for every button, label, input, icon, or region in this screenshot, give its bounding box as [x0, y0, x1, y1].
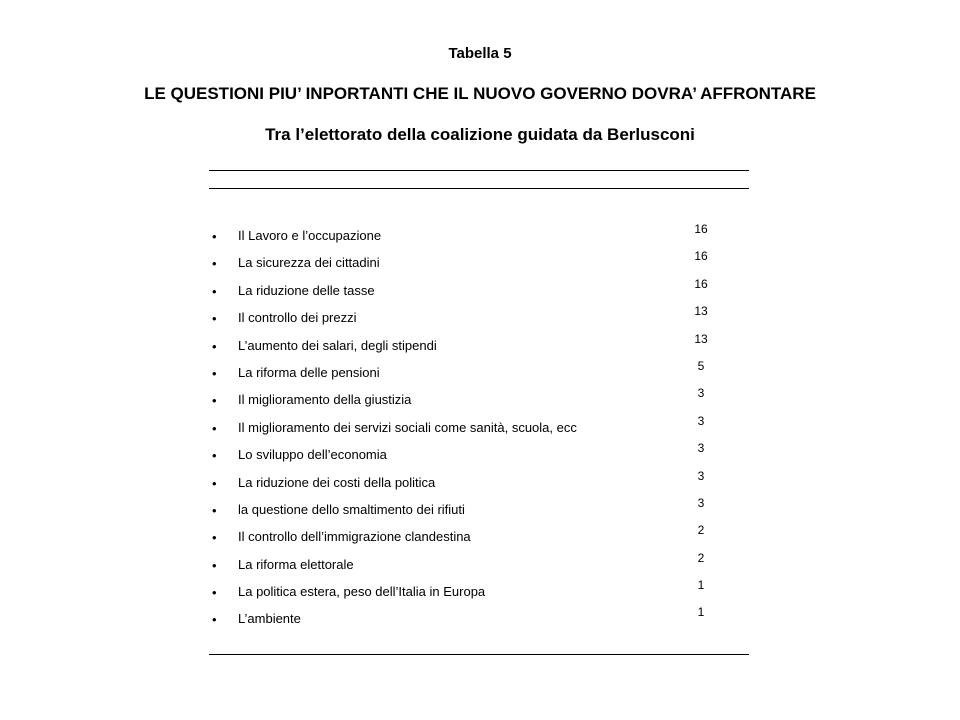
bullet-icon: • [212, 393, 217, 409]
table-number: Tabella 5 [448, 45, 512, 62]
issue-percentage: 5 [697, 358, 705, 373]
top-rule-2 [209, 188, 749, 189]
bullet-icon: • [212, 475, 217, 491]
page-title: LE QUESTIONI PIU’ INPORTANTI CHE IL NUOVO GOVERNO DOVRA’ AFFRONTARE [144, 84, 816, 103]
issue-label: La sicurezza dei cittadini [238, 255, 380, 271]
issue-label: La riforma elettorale [238, 556, 354, 572]
issue-label: Il miglioramento della giustizia [238, 392, 412, 408]
issue-percentage: 3 [697, 413, 705, 428]
bullet-icon: • [212, 530, 217, 546]
issue-percentage: 3 [697, 386, 705, 401]
issue-label: La riduzione dei costi della politica [238, 474, 436, 490]
list-item [209, 523, 749, 550]
issue-label: Il controllo dei prezzi [238, 310, 357, 326]
issue-percentage: 13 [694, 331, 708, 346]
list-item [209, 222, 749, 249]
list-item [209, 414, 749, 441]
list-item [209, 469, 749, 496]
issue-label: La riforma delle pensioni [238, 364, 380, 380]
list-item [209, 496, 749, 523]
issue-label: Lo sviluppo dell’economia [238, 447, 387, 463]
issue-label: la questione dello smaltimento dei rifiuti [238, 501, 465, 517]
issue-label: La riduzione delle tasse [238, 282, 375, 298]
list-item [209, 578, 749, 605]
issue-label: L’aumento dei salari, degli stipendi [238, 337, 437, 353]
bullet-icon: • [212, 502, 217, 518]
issue-label: L’ambiente [238, 611, 301, 627]
bullet-icon: • [212, 256, 217, 272]
issues-list [209, 222, 749, 633]
list-item [209, 359, 749, 386]
list-item [209, 277, 749, 304]
bullet-icon: • [212, 338, 217, 354]
bullet-icon: • [212, 585, 217, 601]
top-rule-1 [209, 170, 749, 171]
bullet-icon: • [212, 311, 217, 327]
bullet-icon: • [212, 557, 217, 573]
issue-percentage: 1 [697, 578, 705, 593]
issue-percentage: 13 [694, 304, 708, 319]
issue-percentage: 3 [697, 441, 705, 456]
issue-percentage: 3 [697, 468, 705, 483]
bullet-icon: • [212, 448, 217, 464]
list-item [209, 605, 749, 632]
issue-label: Il Lavoro e l’occupazione [238, 228, 382, 243]
bullet-icon: • [212, 283, 217, 299]
list-item [209, 304, 749, 331]
bullet-icon: • [212, 365, 217, 381]
list-item [209, 551, 749, 578]
issue-label: Il controllo dell’immigrazione clandestina [238, 529, 471, 545]
list-item [209, 441, 749, 468]
issue-label: Il miglioramento dei servizi sociali come sanità, scuola, ecc [238, 419, 577, 435]
bullet-icon: • [212, 612, 217, 628]
page-subtitle: Tra l’elettorato della coalizione guidata da Berlusconi [265, 125, 695, 144]
list-item [209, 332, 749, 359]
bullet-icon: • [212, 229, 217, 244]
issue-percentage: 16 [694, 222, 708, 236]
issue-percentage: 2 [697, 550, 705, 565]
issue-percentage: 1 [697, 605, 705, 620]
issue-percentage: 16 [694, 249, 708, 264]
issue-label: La politica estera, peso dell’Italia in Europa [238, 584, 486, 600]
bottom-rule [209, 654, 749, 655]
list-item [209, 249, 749, 276]
issue-percentage: 16 [694, 276, 708, 291]
list-item [209, 386, 749, 413]
issue-percentage: 2 [697, 523, 705, 538]
issue-percentage: 3 [697, 495, 705, 510]
bullet-icon: • [212, 420, 217, 436]
